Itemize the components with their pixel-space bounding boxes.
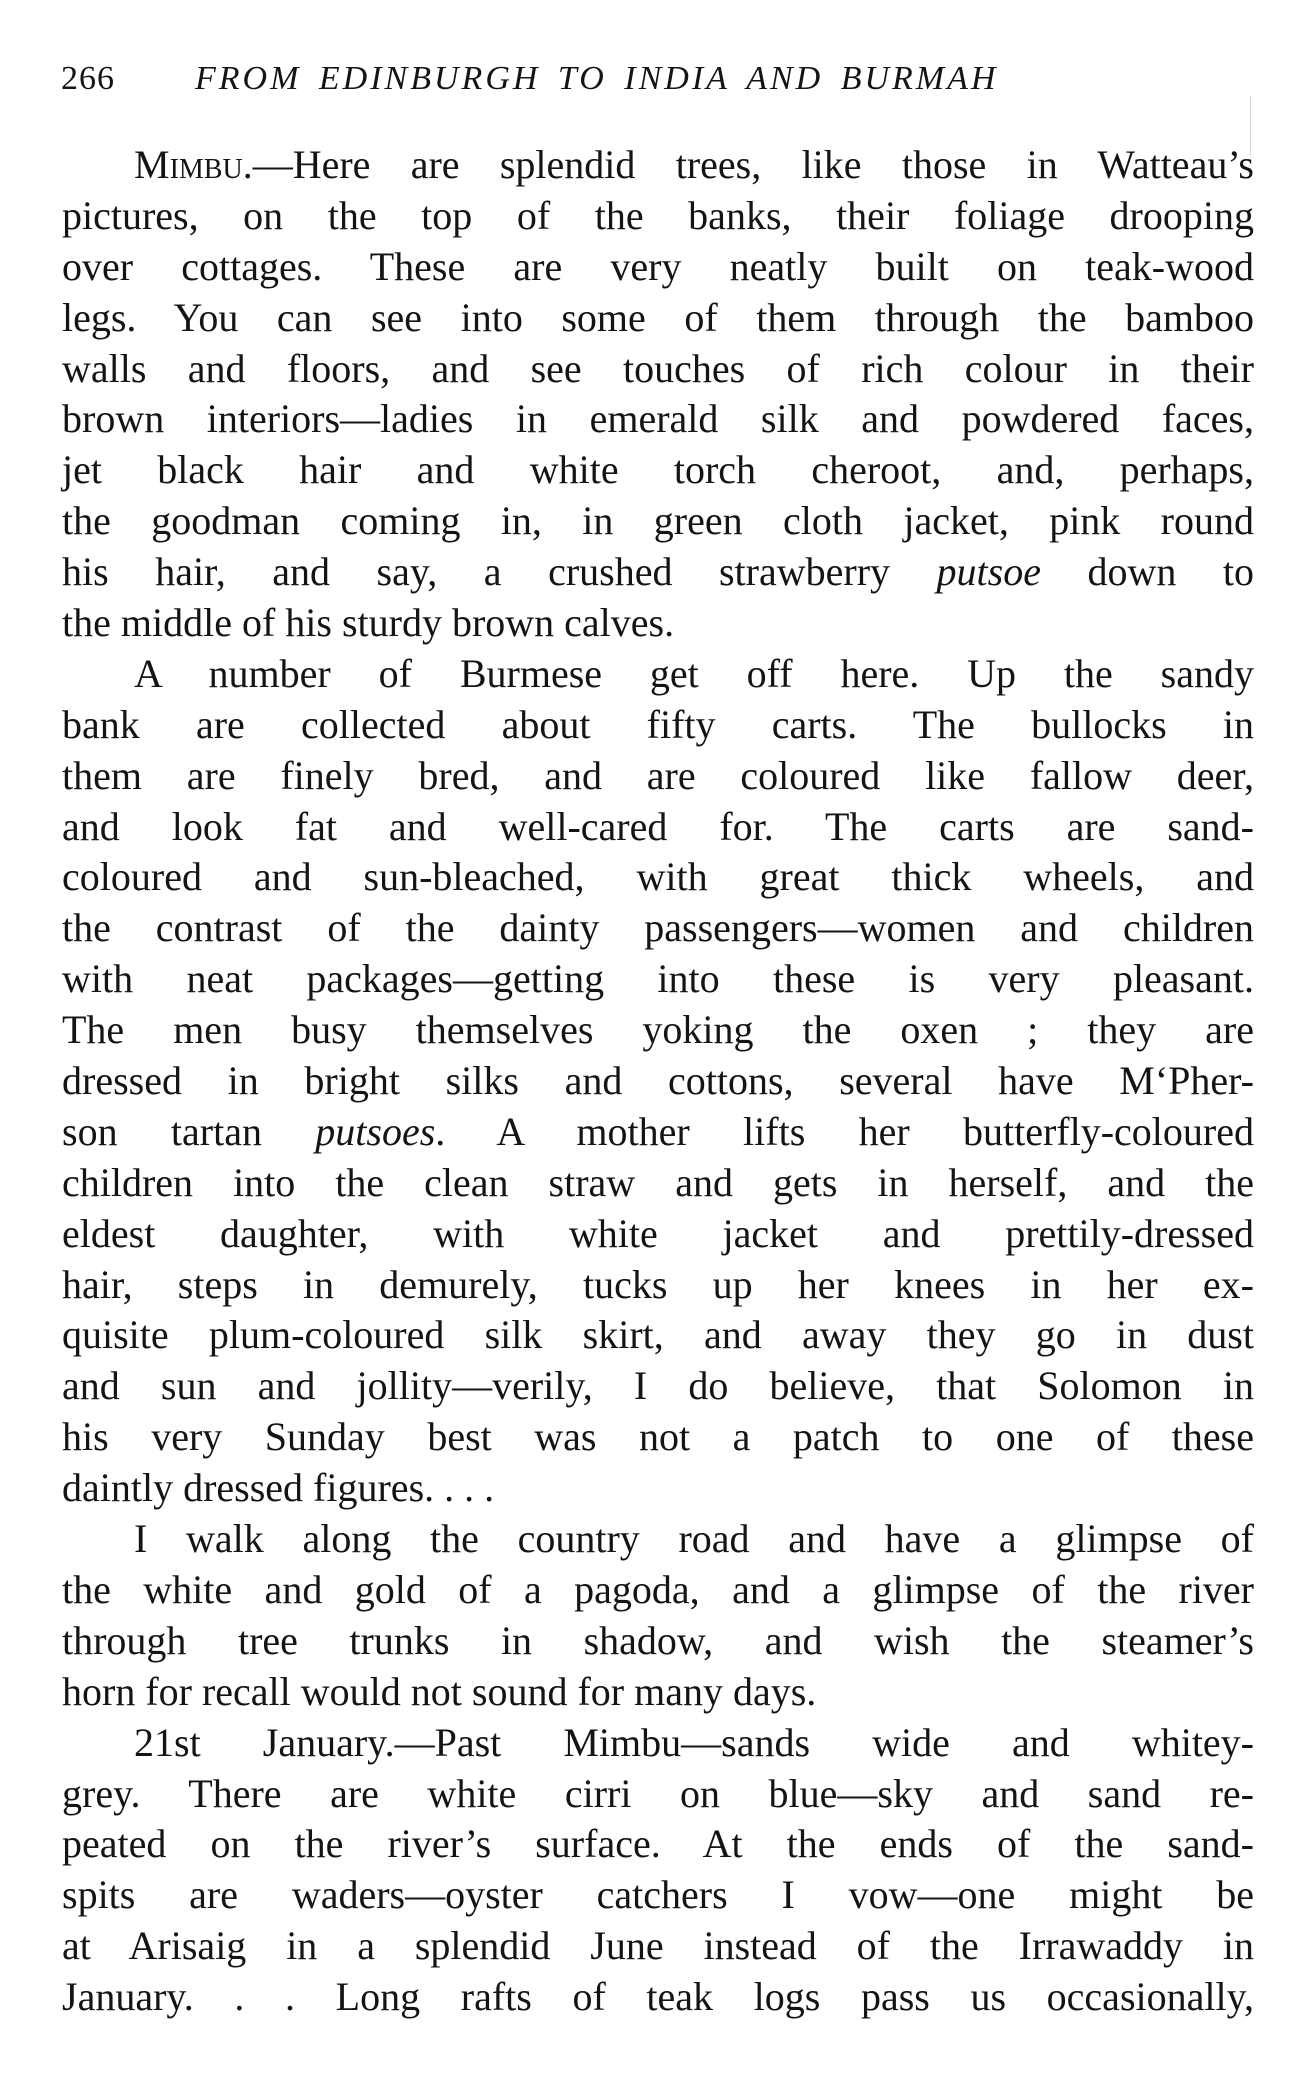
text-line: with neat packages—getting into these is very pleasant. [62,956,1254,1002]
text-line: the goodman coming in, in green cloth jacket, pink round [62,498,1254,544]
text-line: walls and floors, and see touches of rich colour in their [62,345,1254,391]
text-line: his very Sunday best was not a patch to one of these [62,1414,1254,1460]
running-head [61,54,1261,104]
text-line: dressed in bright silks and cottons, several have M‘Pher- [62,1058,1254,1104]
text-line: jet black hair and white torch cheroot, and, perhaps, [62,447,1254,493]
text-line: hair, steps in demurely, tucks up her knees in her ex- [62,1261,1254,1307]
text-line: peated on the river’s surface. At the ends of the sand- [62,1821,1254,1867]
text-span: down to [1040,549,1254,595]
text-line: eldest daughter, with white jacket and prettily-dressed [62,1210,1254,1256]
body-text [62,140,1254,2023]
text-span: son tartan [62,1108,316,1154]
text-line: them are finely bred, and are coloured like fallow deer, [62,752,1254,798]
text-line: 21st January.—Past Mimbu—sands wide and whitey- [134,1719,1254,1765]
text-line: the middle of his sturdy brown calves. [62,600,675,646]
text-line: spits are waders—oyster catchers I vow—one might be [62,1872,1254,1918]
italic-term: putsoes [315,1108,436,1154]
text-line: and sun and jollity—verily, I do believe, that Solomon in [62,1363,1254,1409]
text-line: pictures, on the top of the banks, their foliage drooping [62,192,1254,238]
text-line [62,1107,1254,1158]
text-line: the white and gold of a pagoda, and a glimpse of the river [62,1566,1254,1612]
text-line: grey. There are white cirri on blue—sky and sand re- [62,1770,1254,1816]
text-line: over cottages. These are very neatly built on teak-wood [62,243,1254,289]
page-number: 266 [61,60,115,97]
italic-term: putsoe [936,549,1041,595]
text-line: January. . . Long rafts of teak logs pass us occasionally, [62,1974,1254,2020]
text-span: his hair, and say, a crushed strawberry [62,549,937,595]
text-line: A number of Burmese get off here. Up the sandy [134,650,1254,696]
text-line: at Arisaig in a splendid June instead of the Irrawaddy in [62,1923,1254,1969]
text-line [62,140,1254,191]
text-line: through tree trunks in shadow, and wish the steamer’s [62,1617,1254,1663]
text-line: coloured and sun-bleached, with great thick wheels, and [62,854,1254,900]
text-line: quisite plum-coloured silk skirt, and away they go in dust [62,1312,1254,1358]
text-line: the contrast of the dainty passengers—women and children [62,905,1254,951]
text-line [62,547,1254,598]
text-span: .—Here are splendid trees, like those in Watteau’s [242,142,1254,187]
text-line: horn for recall would not sound for many days. [62,1668,817,1714]
text-line: I walk along the country road and have a glimpse of [134,1516,1254,1562]
running-title: FROM EDINBURGH TO INDIA AND BURMAH [195,60,999,97]
text-line: brown interiors—ladies in emerald silk and powdered faces, [62,396,1254,442]
text-line: and look fat and well-cared for. The carts are sand- [62,803,1254,849]
text-line: daintly dressed figures. . . . [62,1465,495,1511]
text-line: children into the clean straw and gets in herself, and the [62,1159,1254,1205]
text-span: . A mother lifts her butterfly-coloured [435,1108,1254,1154]
text-line: The men busy themselves yoking the oxen ; they are [62,1007,1254,1053]
text-line: bank are collected about fifty carts. The bullocks in [62,701,1254,747]
text-line: legs. You can see into some of them through the bamboo [62,294,1254,340]
place-name-small-caps: Mimbu [134,142,243,187]
